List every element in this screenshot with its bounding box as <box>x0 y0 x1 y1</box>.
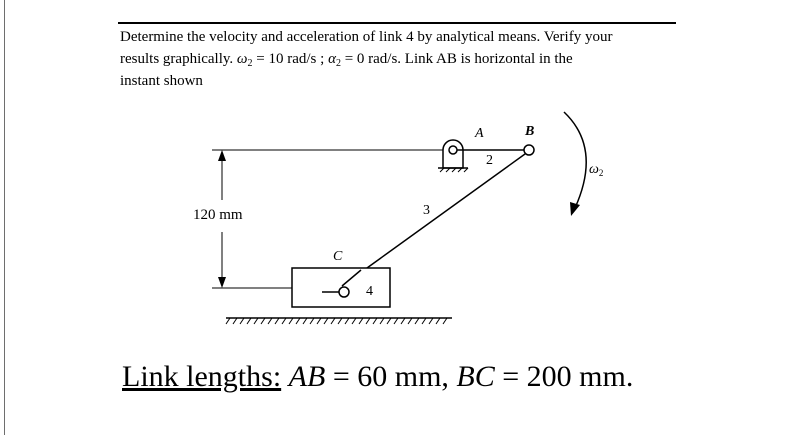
link-3-label: 3 <box>423 203 430 218</box>
omega-subscript: 2 <box>247 58 253 69</box>
omega-label-symbol: ω <box>589 162 599 177</box>
omega-label-subscript: 2 <box>598 168 604 178</box>
ab-value: = 60 mm, <box>325 360 457 393</box>
dimension-arrow-down-icon <box>218 277 226 288</box>
dimension-arrow-up-icon <box>218 150 226 161</box>
link-3-bc <box>342 154 525 286</box>
dimension-label: 120 mm <box>193 207 243 223</box>
problem-line-3: instant shown <box>120 73 203 89</box>
ab-name: AB <box>288 360 326 393</box>
bc-value: = 200 mm. <box>494 360 634 393</box>
problem-line-2: results graphically. <box>120 51 237 67</box>
alpha-subscript: 2 <box>335 58 341 69</box>
omega-symbol: ω <box>236 51 248 67</box>
alpha-value: = 0 rad/s. Link AB is horizontal in the <box>340 51 573 67</box>
omega-rotation-arc-icon <box>564 112 586 208</box>
pivot-a-pin <box>449 146 457 154</box>
point-a-label: A <box>475 126 484 141</box>
link-lengths <box>122 360 633 394</box>
omega-value: = 10 rad/s ; <box>252 51 329 67</box>
omega-label <box>589 162 603 178</box>
ground-pivot-a <box>438 140 468 172</box>
link-4-label: 4 <box>366 284 373 299</box>
omega-arrowhead-icon <box>570 202 580 216</box>
ground-rail-hatching <box>226 318 447 324</box>
point-b-label: B <box>525 124 535 139</box>
link-lengths-prefix: Link lengths: <box>122 360 282 393</box>
problem-line-1: Determine the velocity and acceleration of link 4 by analytical means. Verify your <box>120 29 613 45</box>
bc-name: BC <box>456 360 495 393</box>
alpha-symbol: α <box>328 51 336 67</box>
joint-c <box>339 287 349 297</box>
joint-b <box>524 145 534 155</box>
point-c-label: C <box>333 249 343 264</box>
link-2-label: 2 <box>486 153 493 168</box>
